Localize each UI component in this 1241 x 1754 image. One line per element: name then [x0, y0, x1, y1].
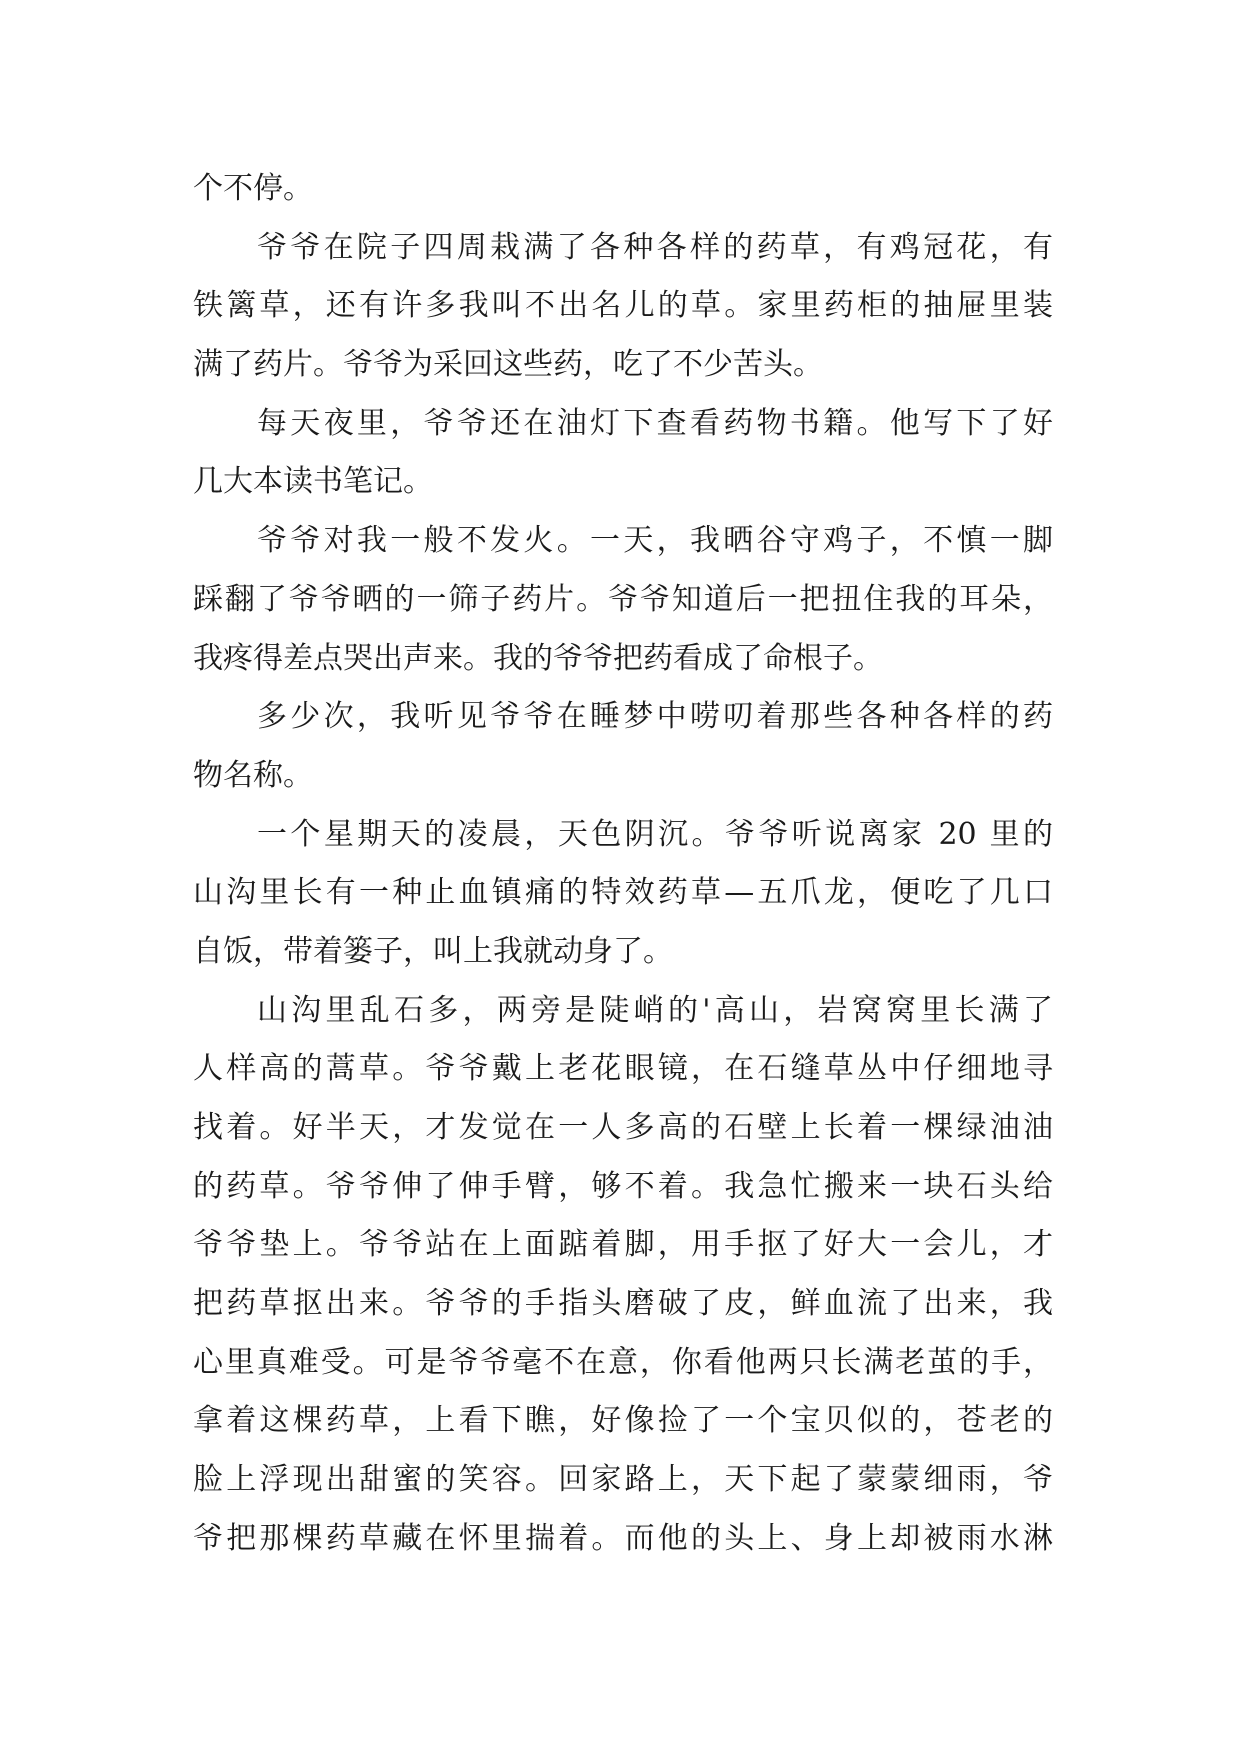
- text-line: 爷爷对我一般不发火。一天，我晒谷守鸡子，不慎一脚: [257, 523, 1053, 559]
- text-line: 几大本读书笔记。: [193, 464, 433, 500]
- text-line: 自饭，带着篓子，叫上我就动身了。: [193, 933, 673, 969]
- text-line: 物名称。: [193, 757, 313, 793]
- text-line: 每天夜里，爷爷还在油灯下查看药物书籍。他写下了好: [257, 405, 1053, 441]
- text-line: 多少次，我听见爷爷在睡梦中唠叨着那些各种各样的药: [257, 699, 1053, 735]
- text-line: 山沟里长有一种止血镇痛的特效药草—五爪龙，便吃了几口: [193, 875, 1053, 911]
- text-line: 我疼得差点哭出声来。我的爷爷把药看成了命根子。: [193, 640, 883, 676]
- text-line: 爷爷垫上。爷爷站在上面踮着脚，用手抠了好大一会儿，才: [193, 1227, 1053, 1263]
- text-line: 爷爷在院子四周栽满了各种各样的药草，有鸡冠花，有: [257, 229, 1053, 265]
- body-text: [193, 160, 1053, 1569]
- text-line: 爷把那棵药草藏在怀里揣着。而他的头上、身上却被雨水淋: [193, 1520, 1053, 1556]
- text-line: 踩翻了爷爷晒的一筛子药片。爷爷知道后一把扭住我的耳朵，: [193, 581, 1053, 617]
- text-line: 脸上浮现出甜蜜的笑容。回家路上，天下起了蒙蒙细雨，爷: [193, 1462, 1053, 1498]
- text-line: 找着。好半天，才发觉在一人多高的石壁上长着一棵绿油油: [193, 1110, 1053, 1145]
- text-line: 个不停。: [193, 171, 313, 206]
- text-line: 铁篱草，还有许多我叫不出名儿的草。家里药柜的抽屉里装: [193, 288, 1053, 324]
- text-line: 满了药片。爷爷为采回这些药，吃了不少苦头。: [193, 347, 823, 383]
- text-line: 一个星期天的凌晨，天色阴沉。爷爷听说离家 20 里的: [257, 816, 1053, 852]
- text-line: 山沟里乱石多，两旁是陡峭的'高山，岩窝窝里长满了: [257, 992, 1053, 1028]
- text-line: 人样高的蒿草。爷爷戴上老花眼镜，在石缝草丛中仔细地寻: [193, 1051, 1053, 1087]
- text-line: 心里真难受。可是爷爷毫不在意，你看他两只长满老茧的手，: [193, 1344, 1053, 1380]
- text-line: 把药草抠出来。爷爷的手指头磨破了皮，鲜血流了出来，我: [193, 1286, 1053, 1322]
- text-line: 的药草。爷爷伸了伸手臂，够不着。我急忙搬来一块石头给: [193, 1168, 1053, 1204]
- text-line: 拿着这棵药草，上看下瞧，好像捡了一个宝贝似的，苍老的: [193, 1403, 1053, 1439]
